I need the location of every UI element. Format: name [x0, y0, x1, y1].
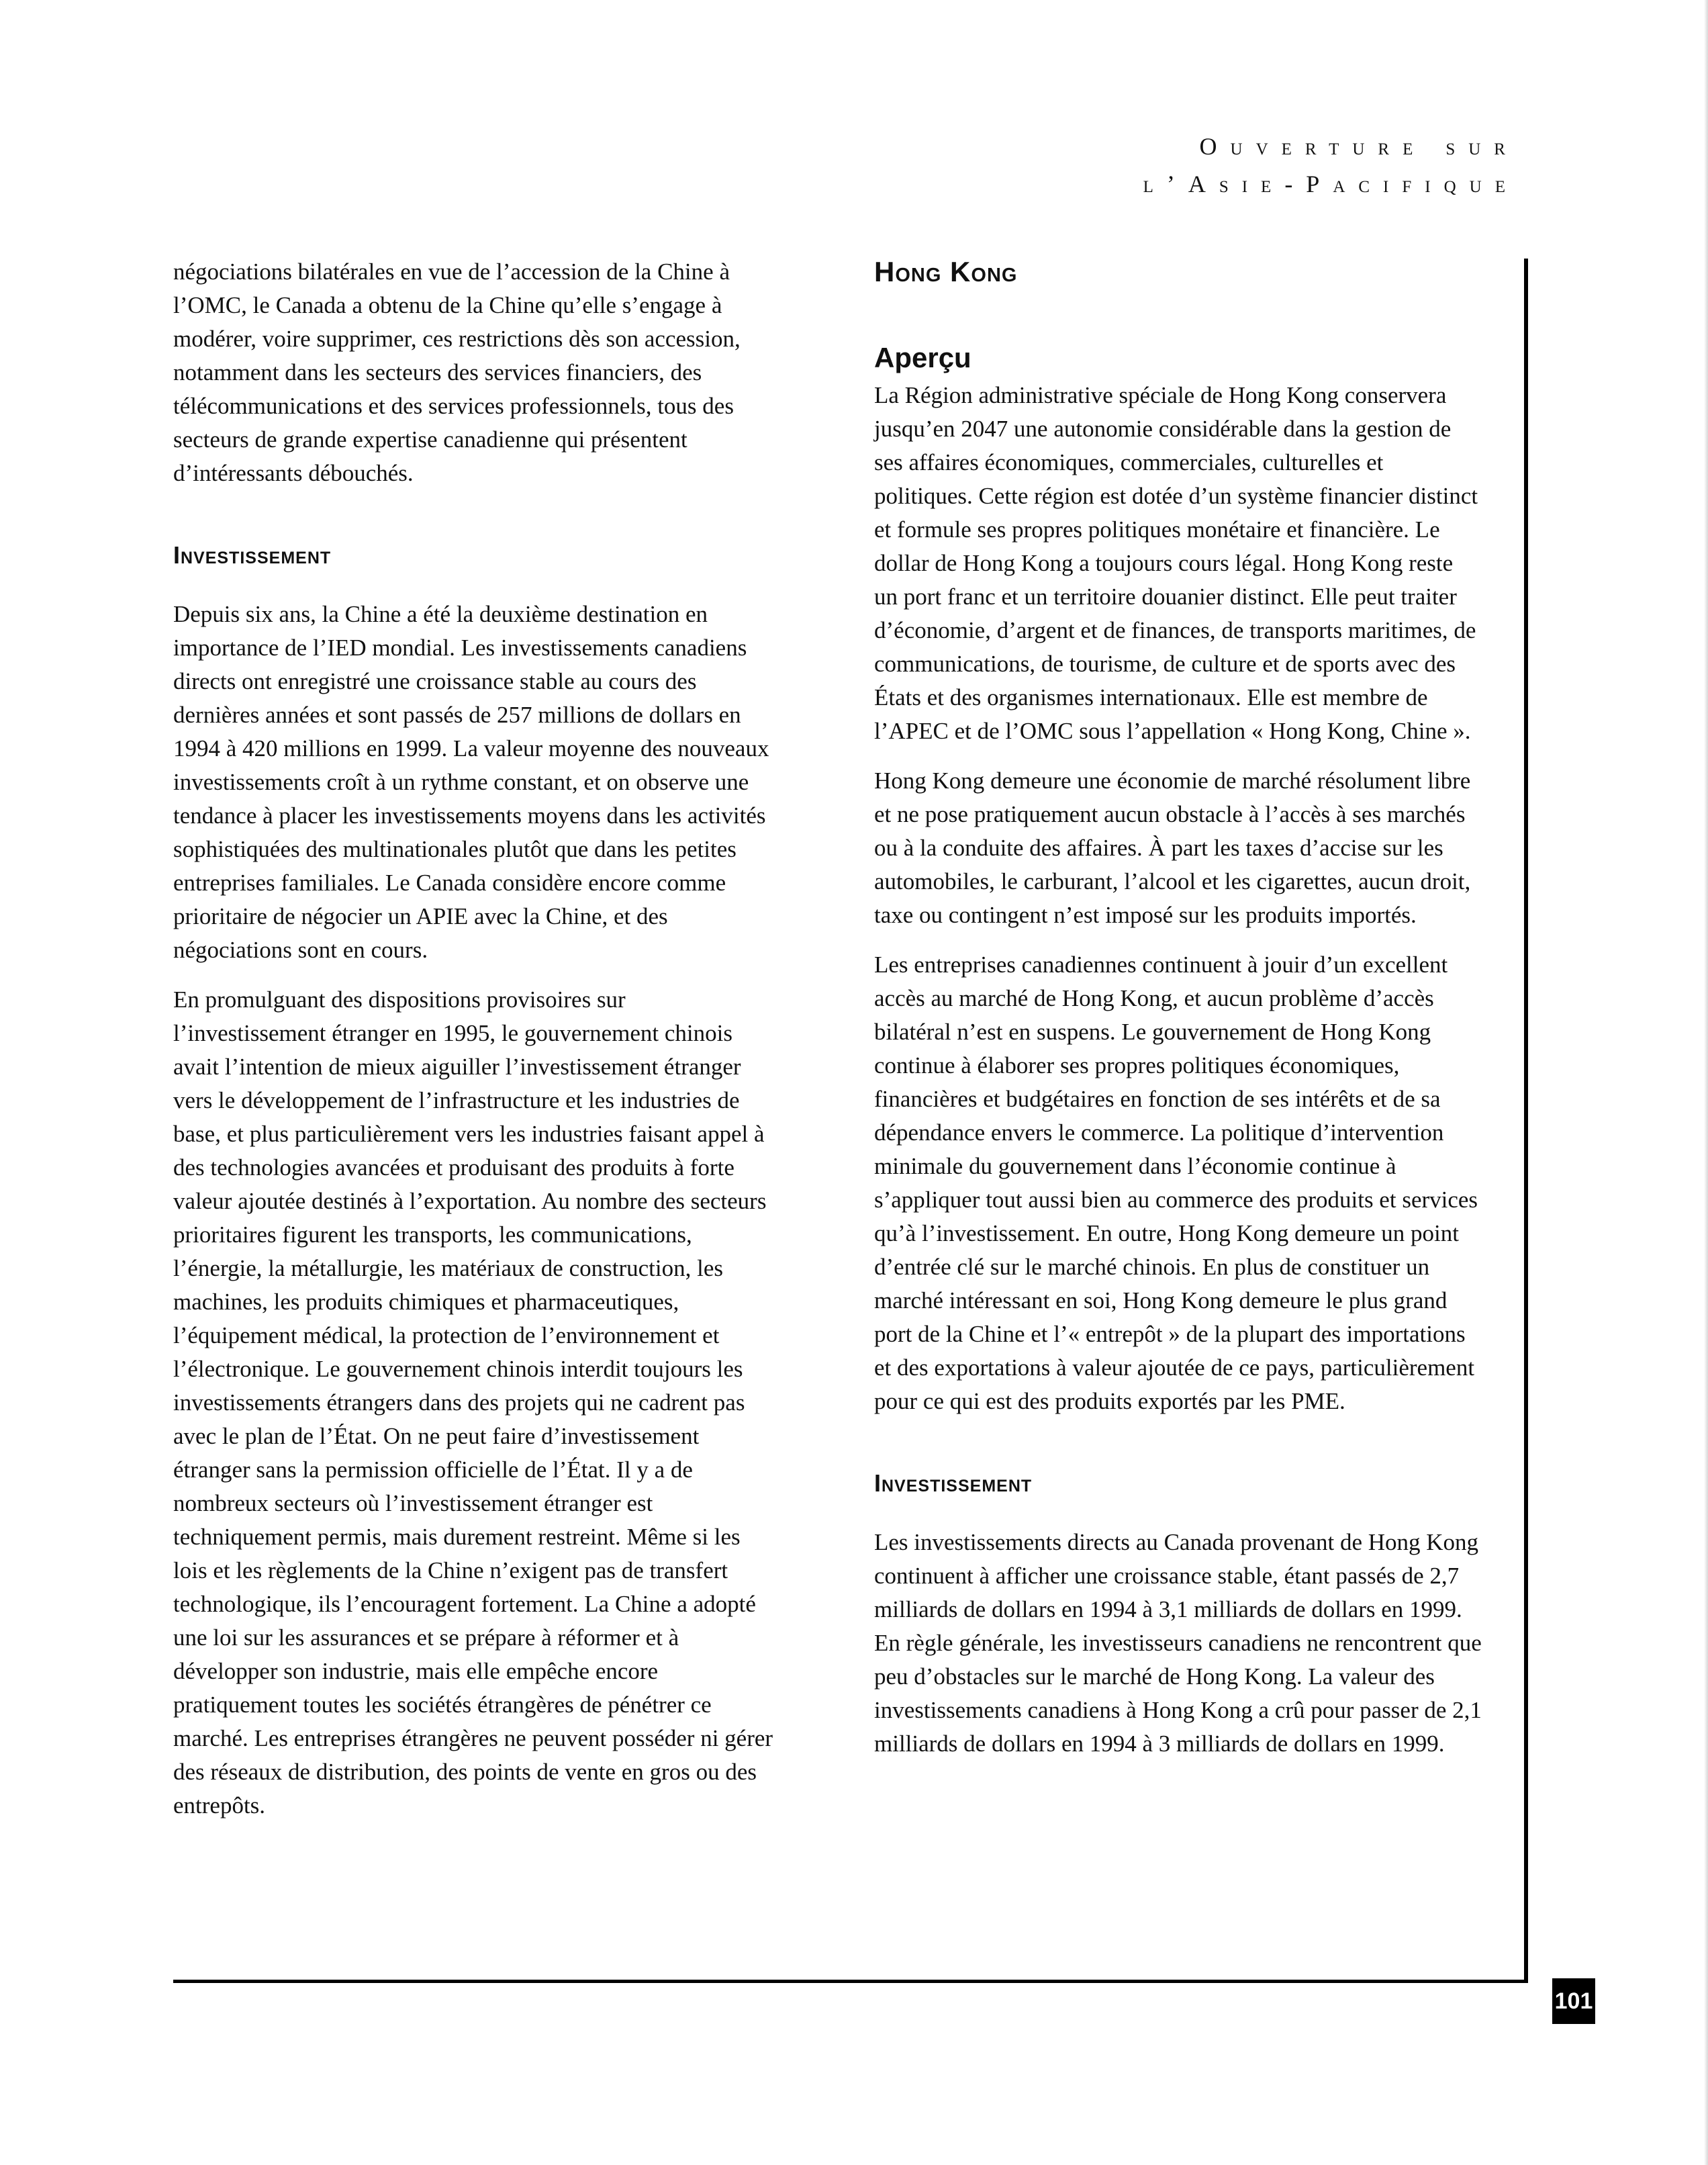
right-section-heading: Investissement	[874, 1469, 1033, 1497]
right-paragraph-4: Les investissements directs au Canada provenant de Hong Kong continuent à afficher une croissance stable, étant passés de 2,7 milliards de dollars en 1994 à 3,1 milliards de dollars en 1999. En règle générale, les investisseurs canadiens ne rencontrent que peu d’obstacles sur le marché de Hong Kong. La valeur des investissements canadiens à Hong Kong a crû pour passer de 2,1 milliards de dollars en 1994 à 3 milliards de dollars en 1999.	[874, 1529, 1482, 1757]
country-title: Hong Kong	[874, 256, 1018, 287]
page-number: 101	[1552, 1978, 1595, 2024]
running-header-line-1: Ouverture sur	[1199, 133, 1519, 160]
right-paragraph-3: Les entreprises canadiennes continuent à jouir d’un excellent accès au marché de Hong Kong, et aucun problème d’accès bilatéral n’est en suspens. Le gouvernement de Hong Kong continue à élaborer ses propres politiques économiques, financières et budgétaires en fonction de ses intérêts et de sa dépendance envers le commerce. La politique d’intervention minimale du gouvernement dans l’économie continue à s’appliquer tout aussi bien au commerce des produits et services qu’à l’investissement. En outre, Hong Kong demeure un point d’entrée clé sur le marché chinois. En plus de constituer un marché intéressant en soi, Hong Kong demeure le plus grand port de la Chine et l’« entrepôt » de la plupart des importations et des exportations à valeur ajoutée de ce pays, particulièrement pour ce qui est des produits exportés par les PME.	[874, 952, 1478, 1414]
left-paragraph-3: En promulguant des dispositions provisoires sur l’investissement étranger en 1995, le gouvernement chinois avait l’intention de mieux aiguiller l’investissement étranger vers le développement de l’infrastructure et les industries de base, et plus particulièrement vers les industries faisant appel à des technologies avancées et produisant des produits à forte valeur ajoutée destinés à l’exportation. Au nombre des secteurs prioritaires figurent les transports, les communications, l’énergie, la métallurgie, les matériaux de construction, les machines, les produits chimiques et pharmaceutiques, l’équipement médical, la protection de l’environnement et l’électronique. Le gouvernement chinois interdit toujours les investissements étrangers dans des projets qui ne cadrent pas avec le plan de l’État. On ne peut faire d’investissement étranger sans la permission officielle de l’État. Il y a de nombreux secteurs où l’investissement étranger est techniquement permis, mais durement restreint. Même si les lois et les règlements de la Chine n’exigent pas de transfert technologique, ils l’encouragent fortement. La Chine a adopté une loi sur les assurances et se prépare à réformer et à développer son industrie, mais elle empêche encore pratiquement toutes les sociétés étrangères de pénétrer ce marché. Les entreprises étrangères ne peuvent posséder ni gérer des réseaux de distribution, des points de vente en gros ou des entrepôts.	[173, 986, 773, 1818]
running-header	[1143, 128, 1519, 203]
left-paragraph-1: négociations bilatérales en vue de l’accession de la Chine à l’OMC, le Canada a obtenu de la Chine qu’elle s’engage à modérer, voire supprimer, ces restrictions dès son accession, notamment dans les secteurs des services financiers, des télécommunications et des services professionnels, tous des secteurs de grande expertise canadienne qui présentent d’intéressants débouchés.	[173, 259, 741, 486]
vertical-rule	[1524, 259, 1528, 1983]
scan-edge	[1704, 0, 1708, 2165]
footer-rule	[173, 1980, 1528, 1983]
left-paragraph-2: Depuis six ans, la Chine a été la deuxième destination en importance de l’IED mondial. Les investissements canadiens directs ont enregistré une croissance stable au cours des dernières années et sont passés de 257 millions de dollars en 1994 à 420 millions en 1999. La valeur moyenne des nouveaux investissements croît à un rythme constant, et on observe une tendance à placer les investissements moyens dans les activités sophistiquées des multinationales plutôt que dans les petites entreprises familiales. Le Canada considère encore comme prioritaire de négocier un APIE avec la Chine, et des négociations sont en cours.	[173, 601, 769, 963]
right-paragraph-1: La Région administrative spéciale de Hong Kong conservera jusqu’en 2047 une autonomie considérable dans la gestion de ses affaires économiques, commerciales, culturelles et politiques. Cette région est dotée d’un système financier distinct et formule ses propres politiques monétaire et financière. Le dollar de Hong Kong a toujours cours légal. Hong Kong reste un port franc et un territoire douanier distinct. Elle peut traiter d’économie, d’argent et de finances, de transports maritimes, de communications, de tourisme, de culture et de sports avec des États et des organismes internationaux. Elle est membre de l’APEC et de l’OMC sous l’appellation « Hong Kong, Chine ».	[874, 382, 1478, 744]
right-paragraph-2: Hong Kong demeure une économie de marché résolument libre et ne pose pratiquement aucun obstacle à l’accès à ses marchés ou à la conduite des affaires. À part les taxes d’accise sur les automobiles, le carburant, l’alcool et les cigarettes, aucun droit, taxe ou contingent n’est imposé sur les produits importés.	[874, 768, 1471, 928]
overview-subheading: Aperçu	[874, 342, 971, 373]
left-section-heading: Investissement	[173, 541, 332, 569]
running-header-line-2: l’Asie-Pacifique	[1143, 171, 1519, 197]
left-column	[173, 255, 777, 1839]
right-column	[874, 255, 1482, 1777]
